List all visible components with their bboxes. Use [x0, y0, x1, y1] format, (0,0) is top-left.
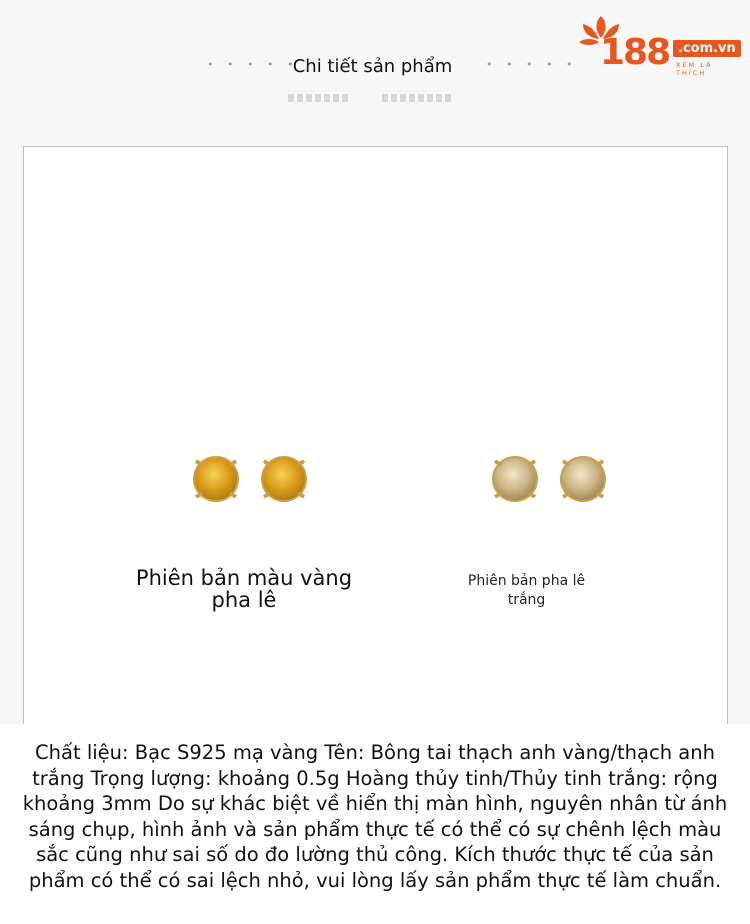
faded-text-right [382, 94, 452, 102]
brand-logo[interactable] [575, 12, 745, 82]
product-image-frame [23, 146, 728, 737]
description-text: Chất liệu: Bạc S925 mạ vàng Tên: Bông tai thạch anh vàng/thạch anh trắng Trọng lượng: khoảng 0.5g Hoàng thủy tinh/Thủy tinh trắng: rộng khoảng 3mm Do sự khác biệt về hiển thị màn hình, nguyên nhân từ ánh sáng chụp, hình ảnh và sản phẩm thực tế có thể có sự chênh lệch màu sắc cũng như sai số do đo lường thủ công. Kích thước thực tế của sản phẩm có thể có sai lệch nhỏ, vui lòng lấy sản phẩm thực tế làm chuẩn. [22, 741, 728, 892]
product-description [0, 724, 750, 924]
decorative-dots-left: • • • • • [207, 58, 299, 71]
white-variant-label: Phiên bản pha lê trắng [467, 573, 586, 608]
decorative-dots-right: • • • • • [486, 58, 578, 71]
section-title: Chi tiết sản phẩm [292, 56, 453, 77]
logo-domain: .com.vn [673, 40, 741, 57]
white-crystal-earrings-image [465, 447, 625, 517]
faded-text-left [288, 94, 350, 102]
logo-number: 188 [600, 32, 670, 73]
logo-tagline: XEM LÀ THÍCH [676, 61, 713, 77]
gold-crystal-earrings-image [166, 447, 326, 517]
gold-variant-label: Phiên bản màu vàng pha lê [135, 566, 353, 612]
